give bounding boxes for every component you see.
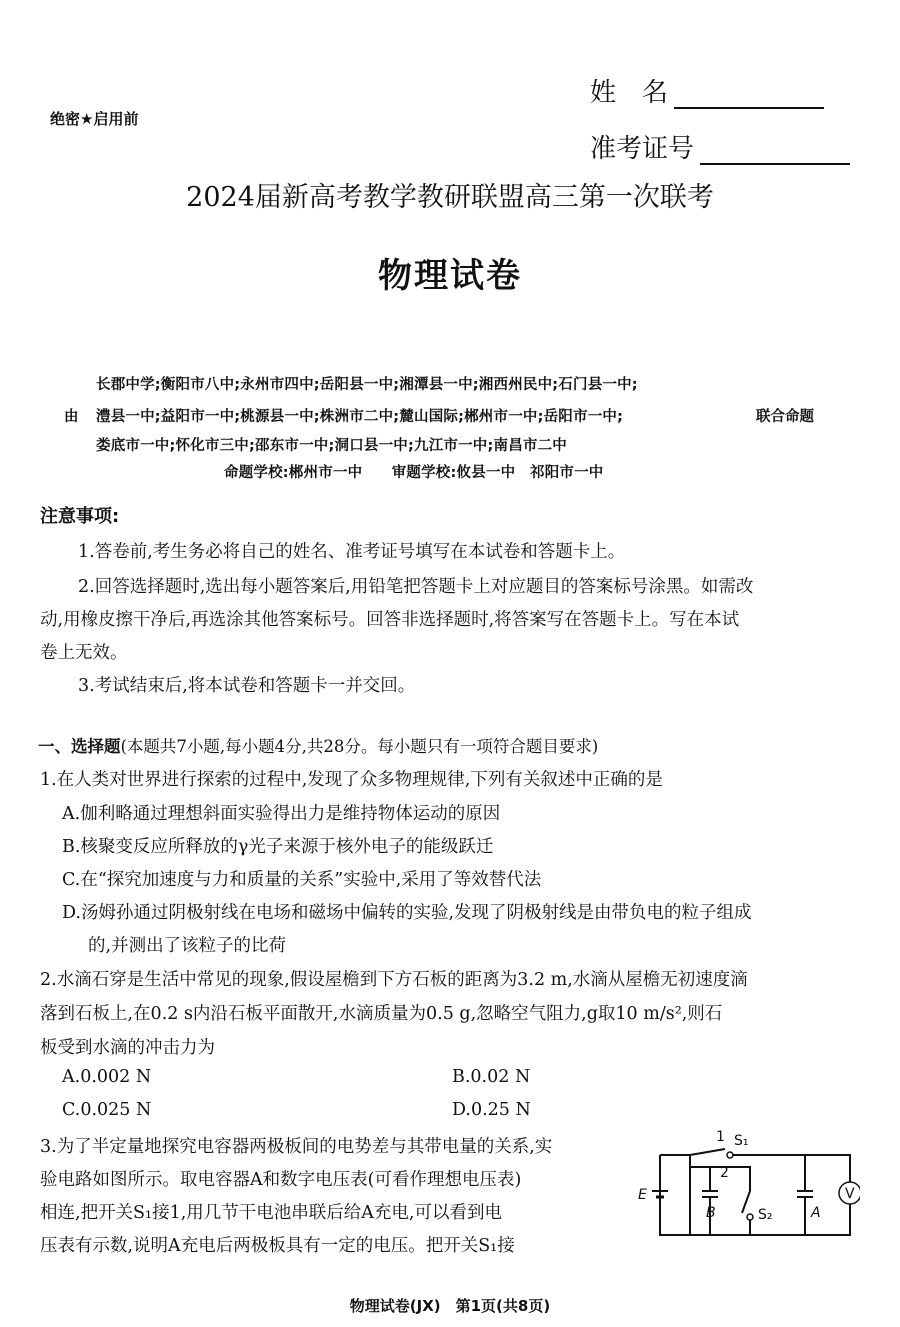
label-v: V (845, 1186, 855, 1202)
q1-stem: 1.在人类对世界进行探索的过程中,发现了众多物理规律,下列有关叙述中正确的是 (40, 770, 663, 790)
school-suffix: 联合命题 (756, 409, 814, 425)
label-e: E (638, 1187, 647, 1203)
label-position-1: 1 (716, 1129, 725, 1145)
notice-item-2b: 动,用橡皮擦干净后,再选涂其他答案标号。回答非选择题时,将答案写在答题卡上。写在本试 (40, 610, 740, 630)
q3-line-2: 验电路如图所示。取电容器A和数字电压表(可看作理想电压表) (40, 1170, 522, 1190)
notice-item-2a: 2.回答选择题时,选出每小题答案后,用铅笔把答题卡上对应题目的答案标号涂黑。如需改 (78, 577, 754, 597)
confidential-label: 绝密★启用前 (50, 110, 139, 128)
section-description: (本题共7小题,每小题4分,共28分。每小题只有一项符合题目要求) (120, 737, 599, 756)
page-footer: 物理试卷(JX) 第1页(共8页) (349, 1297, 551, 1315)
exam-id-field (590, 128, 850, 165)
q2-stem-2: 落到石板上,在0.2 s内沿石板平面散开,水滴质量为0.5 g,忽略空气阻力,g取10 m/s²,则石 (40, 1004, 723, 1024)
label-position-2: 2 (720, 1165, 729, 1181)
q1-option-b: B.核聚变反应所释放的γ光子来源于核外电子的能级跃迁 (62, 837, 494, 857)
school-line-4: 命题学校:郴州市一中 审题学校:攸县一中 祁阳市一中 (224, 465, 604, 481)
section-title: 一、选择题 (38, 737, 121, 756)
circuit-outer-wire (660, 1155, 850, 1235)
q1-option-a: A.伽利略通过理想斜面实验得出力是维持物体运动的原因 (62, 804, 501, 824)
name-field (590, 72, 824, 109)
notice-item-1: 1.答卷前,考生务必将自己的姓名、准考证号填写在本试卷和答题卡上。 (78, 542, 626, 562)
s2-contact (747, 1214, 753, 1220)
q2-option-c: C.0.025 N (62, 1100, 152, 1120)
q1-option-d: D.汤姆孙通过阴极射线在电场和磁场中偏转的实验,发现了阴极射线是由带负电的粒子组成 (62, 903, 752, 923)
exam-title: 2024届新高考教学教研联盟高三第一次联考 (186, 182, 714, 213)
school-prefix: 由 (64, 409, 79, 425)
s1-contact-1 (727, 1152, 733, 1158)
name-blank-line (674, 85, 824, 109)
name-label: 姓 名 (590, 78, 669, 108)
q3-line-1: 3.为了半定量地探究电容器两极板间的电势差与其带电量的关系,实 (40, 1137, 553, 1157)
school-line-3: 娄底市一中;怀化市三中;邵东市一中;洞口县一中;九江市一中;南昌市二中 (96, 438, 567, 454)
school-line-1: 长郡中学;衡阳市八中;永州市四中;岳阳县一中;湘潭县一中;湘西州民中;石门县一中; (96, 377, 638, 393)
notice-item-2c: 卷上无效。 (40, 643, 128, 663)
q2-stem-1: 2.水滴石穿是生活中常见的现象,假设屋檐到下方石板的距离为3.2 m,水滴从屋檐无初速度滴 (40, 970, 748, 990)
label-s1: S₁ (734, 1133, 749, 1149)
exam-id-label: 准考证号 (590, 134, 695, 164)
paper-title: 物理试卷 (378, 256, 522, 296)
notice-heading: 注意事项: (40, 506, 120, 527)
q2-option-b: B.0.02 N (452, 1067, 531, 1087)
circuit-diagram (630, 1125, 860, 1255)
label-s2: S₂ (758, 1207, 773, 1223)
q1-option-c: C.在“探究加速度与力和质量的关系”实验中,采用了等效替代法 (62, 870, 542, 890)
q2-stem-3: 板受到水滴的冲击力为 (40, 1038, 215, 1058)
section-heading (38, 733, 598, 757)
q3-line-4: 压表有示数,说明A充电后两极板具有一定的电压。把开关S₁接 (40, 1236, 515, 1256)
q3-line-3: 相连,把开关S₁接1,用几节干电池串联后给A充电,可以看到电 (40, 1203, 502, 1223)
exam-id-blank-line (700, 141, 850, 165)
label-a: A (811, 1205, 821, 1221)
q2-option-a: A.0.002 N (62, 1067, 152, 1087)
school-line-2: 澧县一中;益阳市一中;桃源县一中;株洲市二中;麓山国际;郴州市一中;岳阳市一中; (96, 409, 624, 425)
s1-switch-blade (690, 1149, 725, 1155)
s2-switch-blade (742, 1191, 750, 1213)
notice-item-3: 3.考试结束后,将本试卷和答题卡一并交回。 (78, 676, 416, 696)
q1-option-d-cont: 的,并测出了该粒子的比荷 (88, 936, 287, 956)
label-b: B (706, 1205, 716, 1221)
q2-option-d: D.0.25 N (452, 1100, 531, 1120)
